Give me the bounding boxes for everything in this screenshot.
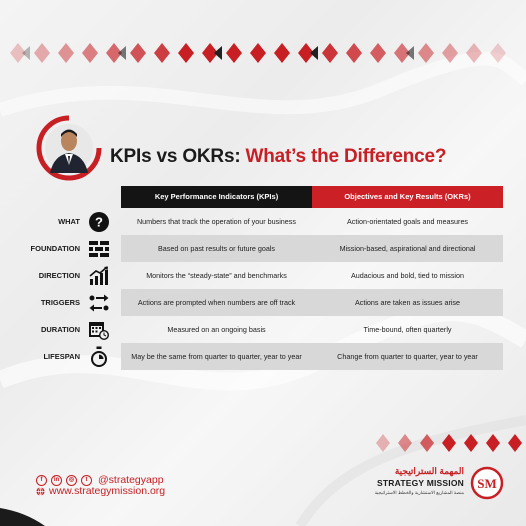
row-label: WHAT — [58, 217, 80, 226]
table-row-what — [0, 208, 526, 235]
okr-cell: Change from quarter to quarter, year to year — [312, 343, 503, 370]
okr-cell: Time-bound, often quarterly — [363, 325, 452, 334]
globe-icon — [36, 487, 45, 496]
arrows-exchange-icon — [88, 292, 110, 314]
table-row-lifespan — [0, 343, 526, 372]
kpi-cell: Based on past results or future goals — [121, 235, 312, 262]
table-row-triggers — [0, 289, 526, 316]
corner-decoration — [0, 498, 60, 526]
okr-cell: Action-orientated goals and measures — [346, 217, 469, 226]
kpi-cell: Actions are prompted when numbers are off track — [121, 289, 312, 316]
kpi-cell: Measured on an ongoing basis — [167, 325, 266, 334]
logo-text: SM — [477, 476, 497, 491]
bottom-diamond-pattern — [366, 430, 526, 456]
row-label: FOUNDATION — [30, 244, 80, 253]
title-part-accent: What’s the Difference? — [245, 146, 447, 167]
kpi-cell: Numbers that track the operation of your business — [136, 217, 296, 226]
title-part-main: KPIs vs OKRs: — [110, 146, 246, 167]
table-row-direction — [0, 262, 526, 289]
row-label: DURATION — [40, 325, 80, 334]
table-row-foundation — [0, 235, 526, 262]
brand-tagline: منصة المشاريع الاستشارية والخطط الاستراتيجية — [374, 490, 464, 495]
page-title — [110, 146, 446, 168]
instagram-icon[interactable]: ◎ — [66, 475, 77, 486]
brand-arabic-name: المهمة الستراتيجية — [394, 466, 464, 476]
linkedin-icon[interactable]: in — [51, 475, 62, 486]
row-label: DIRECTION — [38, 271, 80, 280]
website-url[interactable]: www.strategymission.org — [49, 485, 166, 497]
okr-column-header: Objectives and Key Results (OKRs) — [312, 186, 503, 208]
table-row-duration — [0, 316, 526, 343]
svg-text:?: ? — [95, 214, 103, 230]
row-label: LIFESPAN — [43, 352, 80, 361]
row-label: TRIGGERS — [40, 298, 80, 307]
facebook-icon[interactable]: f — [36, 475, 47, 486]
question-icon — [88, 211, 110, 233]
kpi-cell: May be the same from quarter to quarter, year to year — [121, 343, 312, 370]
kpi-cell: Monitors the “steady-state” and benchmarks — [146, 271, 287, 280]
social-handle[interactable]: @strategyapp — [98, 474, 164, 486]
twitter-icon[interactable]: t — [81, 475, 92, 486]
brick-wall-icon — [88, 238, 110, 260]
calendar-clock-icon — [88, 319, 110, 341]
website-link[interactable] — [36, 485, 165, 497]
kpi-column-header: Key Performance Indicators (KPIs) — [121, 186, 312, 208]
stopwatch-icon — [88, 346, 110, 368]
brand-block — [354, 466, 504, 500]
okr-cell: Actions are taken as issues arise — [312, 289, 503, 316]
top-diamond-pattern — [0, 38, 526, 68]
presenter-avatar — [36, 115, 102, 181]
brand-english-name: STRATEGY MISSION — [377, 478, 464, 488]
strategy-mission-logo — [470, 466, 504, 500]
okr-cell: Mission-based, aspirational and directional — [312, 235, 503, 262]
growth-chart-icon — [88, 265, 110, 287]
okr-cell: Audacious and bold, tied to mission — [350, 271, 465, 280]
